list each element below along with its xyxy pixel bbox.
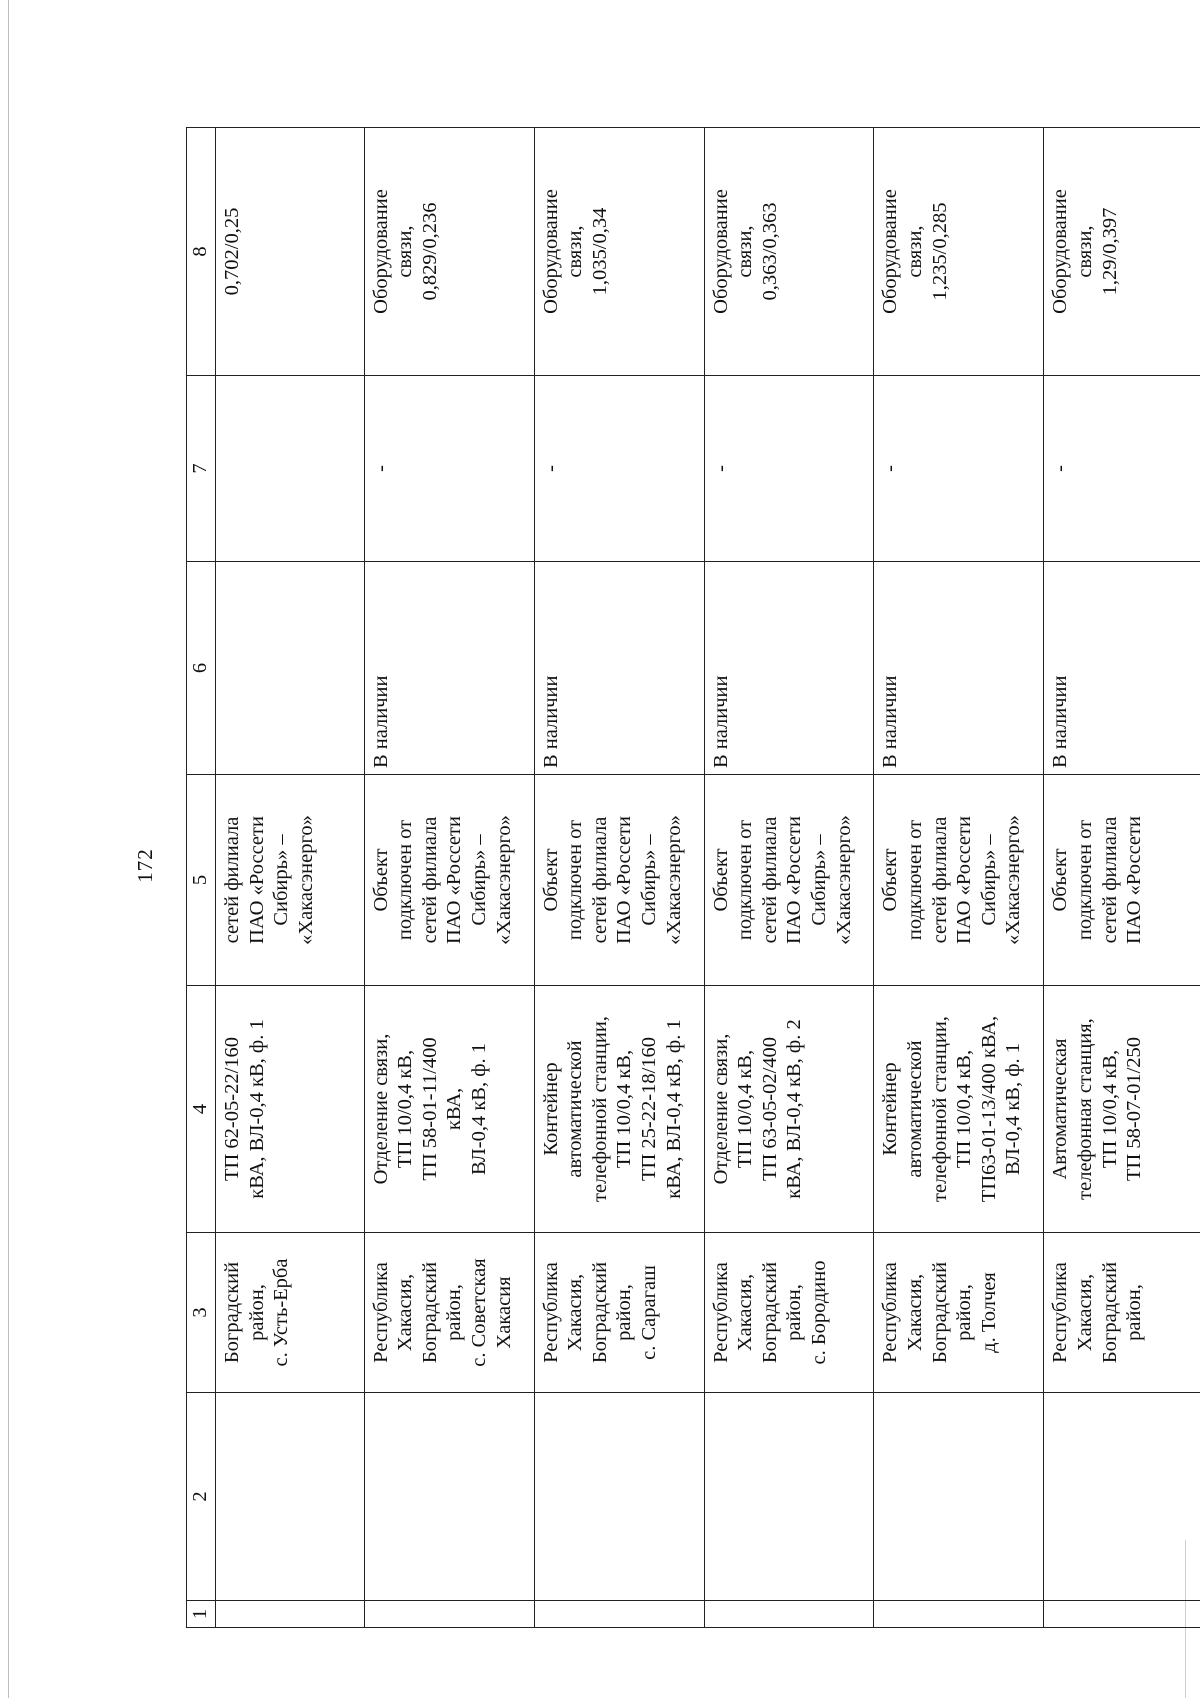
- table-row: [364, 128, 534, 1628]
- cell-text: Контейнер автоматической телефонной станции, ТП 10/0,4 кВ, ТП 25-22-18/160 кВА, ВЛ-0,4 кВ, ф. 1: [539, 1016, 685, 1202]
- cell-text: -: [369, 465, 392, 472]
- page-number: 172: [132, 848, 157, 883]
- table-cell-col-8: [874, 128, 1044, 376]
- table-cell-col-6: [1044, 562, 1200, 775]
- table-cell-col-7: [1044, 376, 1200, 562]
- table-cell-col-8: [216, 128, 365, 376]
- table-cell-col-3: [704, 1233, 874, 1393]
- table-cell-col-7: [704, 376, 874, 562]
- table-cell-col-2: [1044, 1393, 1200, 1601]
- table-cell-col-3: [216, 1233, 365, 1393]
- table-cell-col-2: [534, 1393, 704, 1601]
- table-cell-col-5: [1044, 775, 1200, 986]
- table-row: [704, 128, 874, 1628]
- column-header-2: 2: [187, 1393, 216, 1601]
- cell-text: Республика Хакасия, Боградский район,: [1049, 1261, 1146, 1364]
- cell-text: Республика Хакасия, Боградский район, с. Бородино: [709, 1260, 830, 1365]
- table-cell-col-6: [534, 562, 704, 775]
- cell-text: Объект подключен от сетей филиала ПАО «Россети Сибирь» – «Хакасэнерго»: [539, 815, 685, 945]
- table-cell-col-7: [364, 376, 534, 562]
- table-cell-col-8: [364, 128, 534, 376]
- cell-text: Республика Хакасия, Боградский район, д. Толчея: [879, 1261, 1000, 1364]
- cell-text: -: [1049, 465, 1072, 472]
- table-cell-col-8: [1044, 128, 1200, 376]
- column-header-7: 7: [187, 376, 216, 562]
- table-cell-col-6: [704, 562, 874, 775]
- table-cell-col-3: [874, 1233, 1044, 1393]
- table-cell-col-3: [534, 1233, 704, 1393]
- cell-text: Объект подключен от сетей филиала ПАО «Россети Сибирь» – «Хакасэнерго»: [369, 815, 515, 945]
- table-cell-col-2: [704, 1393, 874, 1601]
- table-cell-col-1: [1044, 1601, 1200, 1628]
- cell-text: Объект подключен от сетей филиала ПАО «Россети Сибирь» – «Хакасэнерго»: [879, 815, 1025, 945]
- cell-text: Отделение связи, ТП 10/0,4 кВ, ТП 58-01-11/400 кВА, ВЛ-0,4 кВ, ф. 1: [369, 1033, 491, 1185]
- table-cell-col-6: [364, 562, 534, 775]
- table-cell-col-2: [364, 1393, 534, 1601]
- table-cell-col-7: [874, 376, 1044, 562]
- table-cell-col-3: [1044, 1233, 1200, 1393]
- table-cell-col-1: [874, 1601, 1044, 1628]
- table-cell-col-2: [216, 1393, 365, 1601]
- table-cell-col-4: [874, 986, 1044, 1233]
- table-cell-col-1: [534, 1601, 704, 1628]
- cell-text: Республика Хакасия, Боградский район, с. Сарагаш: [539, 1261, 660, 1364]
- cell-text: Оборудование связи, 1,235/0,285: [879, 189, 951, 314]
- table-cell-col-8: [534, 128, 704, 376]
- data-table: [186, 127, 1200, 1628]
- cell-text: -: [879, 465, 902, 472]
- table-cell-col-7: [534, 376, 704, 562]
- cell-text: Оборудование связи, 1,29/0,397: [1049, 189, 1121, 314]
- column-header-8: 8: [187, 128, 216, 376]
- table-cell-col-1: [364, 1601, 534, 1628]
- cell-text: В наличии: [1049, 675, 1072, 768]
- table-row: [1044, 128, 1200, 1628]
- table-cell-col-5: [534, 775, 704, 986]
- table-cell-col-5: [216, 775, 365, 986]
- table-cell-col-4: [534, 986, 704, 1233]
- table-cell-col-1: [704, 1601, 874, 1628]
- table-cell-col-8: [704, 128, 874, 376]
- table-cell-col-7: [216, 376, 365, 562]
- cell-text: ТП 62-05-22/160 кВА, ВЛ-0,4 кВ, ф. 1: [221, 1019, 268, 1199]
- cell-text: Боградский район, с. Усть-Ерба: [221, 1258, 293, 1367]
- scan-edge-left: [8, 0, 9, 1698]
- cell-text: Республика Хакасия, Боградский район, с. Советская Хакасия: [369, 1258, 515, 1367]
- table-cell-col-6: [874, 562, 1044, 775]
- column-header-4: 4: [187, 986, 216, 1233]
- table-cell-col-1: [216, 1601, 365, 1628]
- cell-text: Контейнер автоматической телефонной станции, ТП 10/0,4 кВ, ТП63-01-13/400 кВА, ВЛ-0,4 кВ, ф. 1: [879, 1015, 1025, 1203]
- table-row: [874, 128, 1044, 1628]
- column-header-1: 1: [187, 1601, 216, 1628]
- table-header-row: [187, 128, 216, 1628]
- cell-text: В наличии: [369, 675, 392, 768]
- table-cell-col-5: [874, 775, 1044, 986]
- table-cell-col-4: [364, 986, 534, 1233]
- rotated-table: [186, 128, 1200, 1628]
- cell-text: Отделение связи, ТП 10/0,4 кВ, ТП 63-05-02/400 кВА, ВЛ-0,4 кВ, ф. 2: [709, 1019, 806, 1199]
- cell-text: В наличии: [539, 675, 562, 768]
- cell-text: -: [539, 465, 562, 472]
- table-row: [534, 128, 704, 1628]
- table-cell-col-6: [216, 562, 365, 775]
- table-cell-col-5: [364, 775, 534, 986]
- table-cell-col-4: [1044, 986, 1200, 1233]
- cell-text: Автоматическая телефонная станция, ТП 10/0,4 кВ, ТП 58-07-01/250: [1049, 1018, 1146, 1200]
- table-row: [216, 128, 365, 1628]
- table-cell-col-3: [364, 1233, 534, 1393]
- cell-text: Оборудование связи, 1,035/0,34: [539, 189, 611, 314]
- cell-text: В наличии: [709, 675, 732, 768]
- cell-text: Оборудование связи, 0,363/0,363: [709, 189, 781, 314]
- cell-text: Объект подключен от сетей филиала ПАО «Россети: [1049, 816, 1146, 944]
- cell-text: В наличии: [879, 675, 902, 768]
- column-header-3: 3: [187, 1233, 216, 1393]
- column-header-5: 5: [187, 775, 216, 986]
- cell-text: -: [709, 465, 732, 472]
- table-cell-col-2: [874, 1393, 1044, 1601]
- table-cell-col-5: [704, 775, 874, 986]
- column-header-6: 6: [187, 562, 216, 775]
- cell-text: сетей филиала ПАО «Россети Сибирь» – «Хакасэнерго»: [221, 815, 317, 945]
- cell-text: Оборудование связи, 0,829/0,236: [369, 189, 441, 314]
- cell-text: Объект подключен от сетей филиала ПАО «Россети Сибирь» – «Хакасэнерго»: [709, 815, 855, 945]
- cell-text: 0,702/0,25: [221, 207, 243, 296]
- table-cell-col-4: [216, 986, 365, 1233]
- table-cell-col-4: [704, 986, 874, 1233]
